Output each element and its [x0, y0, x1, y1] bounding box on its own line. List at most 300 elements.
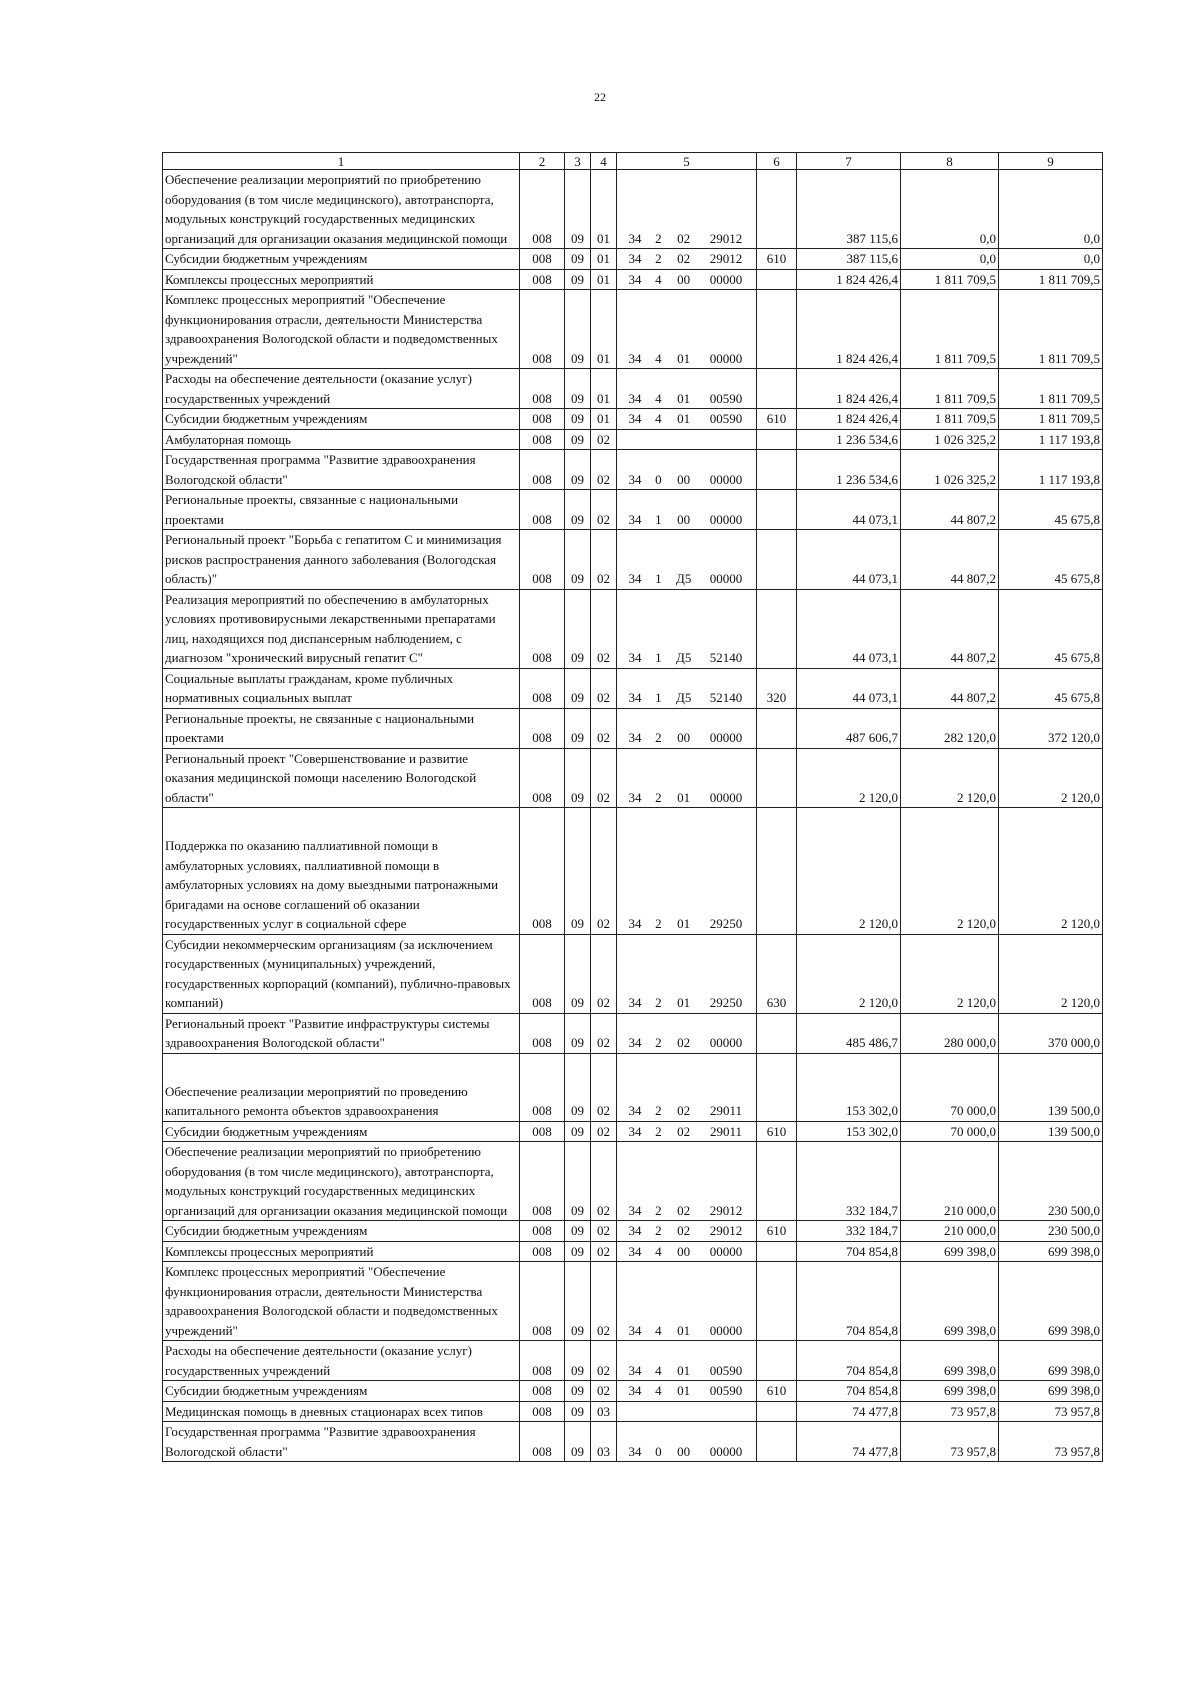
target-article-part: 00000 [709, 571, 743, 586]
ministry-code-cell: 008 [520, 249, 565, 270]
target-article-cell [617, 249, 757, 270]
expense-type-cell: 610 [757, 409, 797, 430]
section-code-cell: 09 [565, 1262, 591, 1341]
section-code-cell: 09 [565, 290, 591, 369]
row-name: Обеспечение реализации мероприятий по приобретению оборудования (в том числе медицинского), автотранспорта, модульных конструкций государственных медицинских организаций для организации оказания медицинской помощи [165, 172, 508, 246]
row-name-cell [163, 808, 520, 935]
target-article-cell [617, 808, 757, 935]
row-name-cell [163, 369, 520, 409]
amount-year3-cell: 699 398,0 [999, 1341, 1103, 1381]
amount-year1-cell: 387 115,6 [797, 170, 901, 249]
subsection-code-cell: 01 [591, 170, 617, 249]
amount-year1-cell: 1 824 426,4 [797, 290, 901, 369]
section-code-cell: 09 [565, 1013, 591, 1053]
amount-year2-cell: 1 026 325,2 [901, 450, 999, 490]
expense-type-cell [757, 269, 797, 290]
amount-year3-cell: 372 120,0 [999, 708, 1103, 748]
amount-year1-cell: 1 236 534,6 [797, 450, 901, 490]
expense-type-cell [757, 450, 797, 490]
target-article-cell [617, 1401, 757, 1422]
target-article-part: 00 [677, 511, 691, 527]
expense-type-cell [757, 1341, 797, 1381]
amount-year2-cell: 699 398,0 [901, 1262, 999, 1341]
expense-type-cell [757, 1053, 797, 1121]
table-row [163, 450, 1103, 490]
subsection-code-cell: 02 [591, 1142, 617, 1221]
section-code-cell: 09 [565, 249, 591, 270]
target-article-cell [617, 1381, 757, 1402]
table-row [163, 748, 1103, 808]
target-article-part: 29012 [709, 230, 743, 246]
row-name-cell [163, 170, 520, 249]
amount-year3-cell: 1 811 709,5 [999, 409, 1103, 430]
expense-type-cell [757, 1013, 797, 1053]
amount-year3-cell: 139 500,0 [999, 1053, 1103, 1121]
target-article-part: 01 [677, 390, 691, 406]
row-name: Комплекс процессных мероприятий "Обеспечение функционирования отрасли, деятельности Министерства здравоохранения Вологодской области и подведомственных учреждений" [165, 1264, 498, 1338]
expense-type-cell [757, 429, 797, 450]
target-article-part: 00590 [709, 390, 743, 406]
expense-type-cell [757, 808, 797, 935]
target-article-part: 2 [655, 1103, 662, 1118]
target-article-part: 34 [628, 730, 642, 745]
amount-year3-cell: 45 675,8 [999, 490, 1103, 530]
target-article-part: 1 [655, 650, 662, 665]
expense-type-cell [757, 290, 797, 369]
amount-year2-cell: 44 807,2 [901, 668, 999, 708]
amount-year3-cell: 2 120,0 [999, 748, 1103, 808]
row-name-cell [163, 249, 520, 270]
amount-year3-cell: 230 500,0 [999, 1221, 1103, 1242]
target-article-part: 29250 [709, 995, 743, 1010]
expense-type-cell [757, 1241, 797, 1262]
target-article-cell [617, 589, 757, 668]
amount-year1-cell: 704 854,8 [797, 1262, 901, 1341]
row-name: Региональные проекты, не связанные с национальными проектами [165, 710, 475, 745]
target-article-part: 34 [628, 1443, 642, 1459]
subsection-code-cell: 02 [591, 530, 617, 590]
subsection-code-cell: 02 [591, 1053, 617, 1121]
target-article-part: 34 [628, 1123, 642, 1139]
amount-year2-cell: 0,0 [901, 170, 999, 249]
subsection-code-cell: 02 [591, 450, 617, 490]
expense-type-cell [757, 530, 797, 590]
target-article-part: 00590 [709, 1362, 743, 1378]
target-article-cell [617, 708, 757, 748]
row-name-cell [163, 1121, 520, 1142]
target-article-part: 2 [655, 251, 662, 266]
amount-year2-cell: 280 000,0 [901, 1013, 999, 1053]
section-code-cell: 09 [565, 369, 591, 409]
amount-year1-cell: 332 184,7 [797, 1221, 901, 1242]
amount-year1-cell: 74 477,8 [797, 1401, 901, 1422]
ministry-code-cell: 008 [520, 1422, 565, 1462]
amount-year3-cell: 370 000,0 [999, 1013, 1103, 1053]
section-code-cell: 09 [565, 450, 591, 490]
target-article-part: 34 [628, 1223, 642, 1238]
section-code-cell: 09 [565, 409, 591, 430]
amount-year1-cell: 487 606,7 [797, 708, 901, 748]
amount-year2-cell: 0,0 [901, 249, 999, 270]
amount-year1-cell: 704 854,8 [797, 1341, 901, 1381]
target-article-part: 34 [628, 271, 642, 287]
target-article-part: 4 [655, 1362, 662, 1378]
ministry-code-cell: 008 [520, 170, 565, 249]
target-article-part: 01 [677, 995, 691, 1010]
target-article-part: 01 [677, 1383, 691, 1398]
amount-year3-cell: 1 811 709,5 [999, 290, 1103, 369]
table-row [163, 668, 1103, 708]
section-code-cell: 09 [565, 589, 591, 668]
header-cell: 3 [565, 153, 591, 170]
row-name: Субсидии некоммерческим организациям (за исключением государственных (муниципальных) учреждений, государственных корпораций (компаний), публично-правовых компаний) [165, 936, 511, 1010]
table-row [163, 1381, 1103, 1402]
expense-type-cell: 610 [757, 1221, 797, 1242]
row-name-cell [163, 1341, 520, 1381]
target-article-part: Д5 [675, 571, 692, 586]
target-article-part: 00000 [709, 511, 743, 527]
target-article-part: 00000 [709, 1035, 743, 1050]
row-name: Комплексы процессных мероприятий [165, 1243, 374, 1259]
target-article-cell [617, 1221, 757, 1242]
amount-year1-cell: 74 477,8 [797, 1422, 901, 1462]
expense-type-cell: 610 [757, 1121, 797, 1142]
amount-year1-cell: 1 824 426,4 [797, 269, 901, 290]
expense-type-cell [757, 589, 797, 668]
row-name: Региональные проекты, связанные с национальными проектами [165, 492, 459, 527]
amount-year3-cell: 699 398,0 [999, 1262, 1103, 1341]
section-code-cell: 09 [565, 708, 591, 748]
row-name-cell [163, 490, 520, 530]
section-code-cell: 09 [565, 1121, 591, 1142]
table-row [163, 409, 1103, 430]
target-article-part: 2 [655, 916, 662, 931]
row-name-cell [163, 1142, 520, 1221]
ministry-code-cell: 008 [520, 1241, 565, 1262]
table-row [163, 708, 1103, 748]
expense-type-cell [757, 1401, 797, 1422]
target-article-part: 02 [677, 1123, 691, 1139]
amount-year3-cell: 1 811 709,5 [999, 369, 1103, 409]
header-cell: 4 [591, 153, 617, 170]
table-row [163, 1053, 1103, 1121]
target-article-part: 00000 [709, 271, 743, 287]
amount-year3-cell: 139 500,0 [999, 1121, 1103, 1142]
target-article-part: 01 [677, 411, 691, 426]
ministry-code-cell: 008 [520, 668, 565, 708]
target-article-part: 34 [628, 571, 642, 586]
target-article-part: 02 [677, 1223, 691, 1238]
target-article-part: 34 [628, 650, 642, 665]
amount-year2-cell: 2 120,0 [901, 808, 999, 935]
target-article-part: 0 [655, 1443, 662, 1459]
target-article-part: 00000 [709, 1443, 743, 1459]
table-row [163, 1262, 1103, 1341]
amount-year2-cell: 1 811 709,5 [901, 290, 999, 369]
expense-type-cell [757, 748, 797, 808]
target-article-cell [617, 530, 757, 590]
row-name: Субсидии бюджетным учреждениям [165, 1383, 368, 1398]
target-article-part: 1 [655, 690, 662, 705]
target-article-part: 00000 [709, 1243, 743, 1259]
target-article-cell [617, 1241, 757, 1262]
amount-year2-cell: 699 398,0 [901, 1341, 999, 1381]
subsection-code-cell: 02 [591, 934, 617, 1013]
expense-type-cell [757, 369, 797, 409]
subsection-code-cell: 02 [591, 429, 617, 450]
section-code-cell: 09 [565, 934, 591, 1013]
target-article-part: 34 [628, 230, 642, 246]
row-name-cell [163, 748, 520, 808]
section-code-cell: 09 [565, 808, 591, 935]
row-name-cell [163, 530, 520, 590]
expense-type-cell: 610 [757, 249, 797, 270]
amount-year1-cell: 332 184,7 [797, 1142, 901, 1221]
amount-year3-cell: 0,0 [999, 249, 1103, 270]
subsection-code-cell: 01 [591, 249, 617, 270]
target-article-part: 0 [655, 471, 662, 487]
subsection-code-cell: 02 [591, 808, 617, 935]
ministry-code-cell: 008 [520, 934, 565, 1013]
header-cell: 8 [901, 153, 999, 170]
row-name: Государственная программа "Развитие здравоохранения Вологодской области" [165, 1424, 476, 1459]
target-article-part: 34 [628, 916, 642, 931]
target-article-part: 02 [677, 1202, 691, 1218]
target-article-part: 02 [677, 251, 691, 266]
subsection-code-cell: 02 [591, 1381, 617, 1402]
section-code-cell: 09 [565, 748, 591, 808]
expense-type-cell [757, 170, 797, 249]
ministry-code-cell: 008 [520, 1381, 565, 1402]
header-cell: 2 [520, 153, 565, 170]
target-article-part: 34 [628, 511, 642, 527]
row-name-cell [163, 1013, 520, 1053]
target-article-part: 29012 [709, 1202, 743, 1218]
amount-year1-cell: 44 073,1 [797, 589, 901, 668]
amount-year3-cell: 73 957,8 [999, 1401, 1103, 1422]
expense-type-cell [757, 708, 797, 748]
amount-year1-cell: 485 486,7 [797, 1013, 901, 1053]
amount-year3-cell: 2 120,0 [999, 934, 1103, 1013]
subsection-code-cell: 01 [591, 269, 617, 290]
amount-year2-cell: 1 811 709,5 [901, 369, 999, 409]
row-name: Обеспечение реализации мероприятий по приобретению оборудования (в том числе медицинского), автотранспорта, модульных конструкций государственных медицинских организаций для организации оказания медицинской помощи [165, 1144, 508, 1218]
row-name: Субсидии бюджетным учреждениям [165, 411, 368, 426]
section-code-cell: 09 [565, 668, 591, 708]
target-article-part: 34 [628, 789, 642, 805]
target-article-cell [617, 1142, 757, 1221]
expense-type-cell: 610 [757, 1381, 797, 1402]
header-cell: 5 [617, 153, 757, 170]
target-article-part: 02 [677, 1035, 691, 1050]
target-article-part: 00 [677, 1243, 691, 1259]
amount-year3-cell: 1 117 193,8 [999, 429, 1103, 450]
ministry-code-cell: 008 [520, 808, 565, 935]
subsection-code-cell: 02 [591, 490, 617, 530]
target-article-cell [617, 409, 757, 430]
row-name-cell [163, 269, 520, 290]
target-article-part: 4 [655, 1322, 662, 1338]
subsection-code-cell: 03 [591, 1422, 617, 1462]
amount-year2-cell: 73 957,8 [901, 1422, 999, 1462]
subsection-code-cell: 03 [591, 1401, 617, 1422]
target-article-part: 2 [655, 789, 662, 805]
subsection-code-cell: 02 [591, 1262, 617, 1341]
section-code-cell: 09 [565, 429, 591, 450]
table-row [163, 1121, 1103, 1142]
target-article-part: 34 [628, 995, 642, 1010]
section-code-cell: 09 [565, 1142, 591, 1221]
amount-year2-cell: 282 120,0 [901, 708, 999, 748]
table-row [163, 1013, 1103, 1053]
amount-year2-cell: 73 957,8 [901, 1401, 999, 1422]
row-name: Комплекс процессных мероприятий "Обеспечение функционирования отрасли, деятельности Министерства здравоохранения Вологодской области и подведомственных учреждений" [165, 292, 498, 366]
expense-type-cell [757, 490, 797, 530]
table-row [163, 1401, 1103, 1422]
amount-year1-cell: 2 120,0 [797, 808, 901, 935]
expense-type-cell: 320 [757, 668, 797, 708]
row-name: Субсидии бюджетным учреждениям [165, 251, 368, 266]
row-name: Реализация мероприятий по обеспечению в амбулаторных условиях противовирусными лекарственными препаратами лиц, находящихся под диспансерным наблюдением, с диагнозом "хронический вирусный гепатит С" [165, 591, 496, 665]
amount-year3-cell: 45 675,8 [999, 589, 1103, 668]
table-row [163, 808, 1103, 935]
target-article-part: 2 [655, 230, 662, 246]
target-article-cell [617, 490, 757, 530]
ministry-code-cell: 008 [520, 1262, 565, 1341]
row-name: Расходы на обеспечение деятельности (оказание услуг) государственных учреждений [165, 371, 472, 406]
target-article-part: 1 [655, 511, 662, 527]
subsection-code-cell: 02 [591, 589, 617, 668]
target-article-cell [617, 748, 757, 808]
amount-year2-cell: 2 120,0 [901, 934, 999, 1013]
target-article-cell [617, 1341, 757, 1381]
target-article-part: 34 [628, 1243, 642, 1259]
table-row [163, 530, 1103, 590]
row-name-cell [163, 450, 520, 490]
target-article-part: 4 [655, 1243, 662, 1259]
target-article-part: 4 [655, 390, 662, 406]
row-name-cell [163, 1221, 520, 1242]
amount-year3-cell: 0,0 [999, 170, 1103, 249]
target-article-part: 29012 [709, 251, 743, 266]
expense-type-cell [757, 1422, 797, 1462]
target-article-part: 34 [628, 1103, 642, 1118]
target-article-part: 1 [655, 571, 662, 586]
amount-year3-cell: 1 811 709,5 [999, 269, 1103, 290]
subsection-code-cell: 02 [591, 1341, 617, 1381]
amount-year2-cell: 70 000,0 [901, 1121, 999, 1142]
target-article-part: 01 [677, 916, 691, 931]
header-cell: 1 [163, 153, 520, 170]
amount-year3-cell: 1 117 193,8 [999, 450, 1103, 490]
target-article-part: 29011 [709, 1123, 742, 1139]
amount-year1-cell: 2 120,0 [797, 748, 901, 808]
target-article-part: 00000 [709, 471, 743, 487]
section-code-cell: 09 [565, 269, 591, 290]
row-name-cell [163, 1401, 520, 1422]
table-row [163, 1422, 1103, 1462]
section-code-cell: 09 [565, 1341, 591, 1381]
ministry-code-cell: 008 [520, 589, 565, 668]
ministry-code-cell: 008 [520, 708, 565, 748]
row-name-cell [163, 1262, 520, 1341]
amount-year1-cell: 44 073,1 [797, 530, 901, 590]
target-article-part: 00 [677, 1443, 691, 1459]
target-article-part: 01 [677, 350, 691, 366]
table-row [163, 490, 1103, 530]
ministry-code-cell: 008 [520, 1053, 565, 1121]
ministry-code-cell: 008 [520, 369, 565, 409]
target-article-part: 34 [628, 1035, 642, 1050]
amount-year2-cell: 44 807,2 [901, 589, 999, 668]
amount-year3-cell: 73 957,8 [999, 1422, 1103, 1462]
target-article-part: 52140 [709, 690, 743, 705]
expense-type-cell: 630 [757, 934, 797, 1013]
row-name-cell [163, 1422, 520, 1462]
table-row [163, 1241, 1103, 1262]
ministry-code-cell: 008 [520, 1013, 565, 1053]
target-article-part: 29250 [709, 916, 743, 931]
amount-year2-cell: 699 398,0 [901, 1241, 999, 1262]
row-name: Медицинская помощь в дневных стационарах всех типов [165, 1403, 483, 1419]
target-article-cell [617, 369, 757, 409]
target-article-part: 2 [655, 1223, 662, 1238]
subsection-code-cell: 01 [591, 369, 617, 409]
ministry-code-cell: 008 [520, 530, 565, 590]
row-name: Субсидии бюджетным учреждениям [165, 1123, 368, 1139]
subsection-code-cell: 01 [591, 409, 617, 430]
subsection-code-cell: 02 [591, 1241, 617, 1262]
amount-year3-cell: 45 675,8 [999, 530, 1103, 590]
target-article-part: Д5 [675, 650, 692, 665]
ministry-code-cell: 008 [520, 490, 565, 530]
row-name: Поддержка по оказанию паллиативной помощи в амбулаторных условиях, паллиативной помощи в амбулаторных условиях на дому выездными патронажными бригадами на основе соглашений об оказании государственных услуг в социальной сфере [165, 838, 499, 931]
subsection-code-cell: 02 [591, 1121, 617, 1142]
amount-year1-cell: 704 854,8 [797, 1381, 901, 1402]
ministry-code-cell: 008 [520, 269, 565, 290]
amount-year1-cell: 2 120,0 [797, 934, 901, 1013]
target-article-part: 34 [628, 411, 642, 426]
table-row [163, 589, 1103, 668]
amount-year2-cell: 210 000,0 [901, 1221, 999, 1242]
subsection-code-cell: 02 [591, 668, 617, 708]
subsection-code-cell: 02 [591, 1221, 617, 1242]
target-article-part: 29012 [709, 1223, 743, 1238]
table-body [163, 170, 1103, 1462]
ministry-code-cell: 008 [520, 429, 565, 450]
amount-year2-cell: 44 807,2 [901, 490, 999, 530]
table-row [163, 170, 1103, 249]
table-row [163, 429, 1103, 450]
section-code-cell: 09 [565, 490, 591, 530]
page-number: 22 [594, 90, 606, 104]
amount-year2-cell: 699 398,0 [901, 1381, 999, 1402]
ministry-code-cell: 008 [520, 1341, 565, 1381]
amount-year2-cell: 2 120,0 [901, 748, 999, 808]
target-article-part: 00590 [709, 411, 743, 426]
ministry-code-cell: 008 [520, 1142, 565, 1221]
subsection-code-cell: 02 [591, 1013, 617, 1053]
subsection-code-cell: 02 [591, 748, 617, 808]
target-article-part: 2 [655, 730, 662, 745]
row-name-cell [163, 290, 520, 369]
target-article-cell [617, 429, 757, 450]
target-article-part: 52140 [709, 650, 743, 665]
target-article-part: 01 [677, 789, 691, 805]
target-article-part: 2 [655, 995, 662, 1010]
section-code-cell: 09 [565, 1241, 591, 1262]
ministry-code-cell: 008 [520, 409, 565, 430]
